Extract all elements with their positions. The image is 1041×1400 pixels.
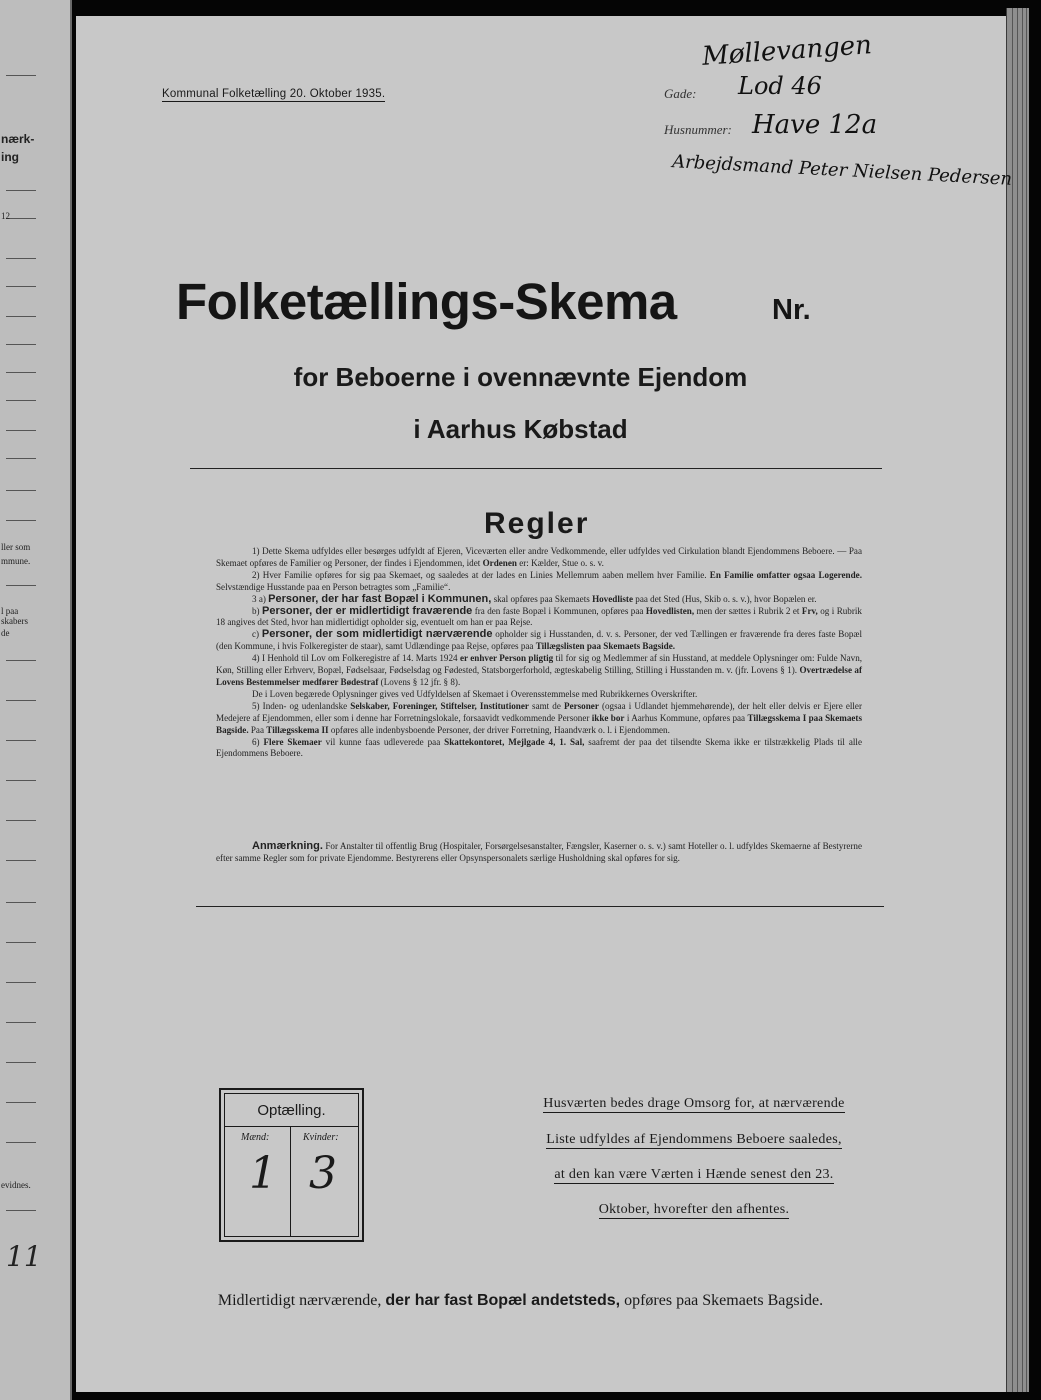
handwritten-lot: Lod 46 <box>738 72 822 100</box>
subtitle-line-2: i Aarhus Købstad <box>413 414 628 444</box>
notice-line: Liste udfyldes af Ejendommens Beboere saaledes, <box>546 1132 842 1147</box>
strip-text: ing <box>1 150 19 164</box>
strip-text: de <box>1 628 10 638</box>
gade-label: Gade: <box>664 86 697 101</box>
strip-text: skabers <box>1 616 28 626</box>
men-count: 1 <box>249 1148 277 1199</box>
strip-text: l paa <box>1 606 19 616</box>
strip-text: ller som <box>1 542 31 552</box>
page-stack-edge <box>1006 8 1029 1392</box>
census-header: Kommunal Folketælling 20. Oktober 1935. <box>162 88 386 100</box>
rule-3a: 3 a) Personer, der har fast Bopæl i Kommunen, skal opføres paa Skemaets Hovedliste paa det Sted (Hus, Skib o. s. v.), hvor Bopælen er. <box>252 592 817 605</box>
strip-text: evidnes. <box>1 1180 31 1190</box>
note-label: Anmærkning. <box>252 840 323 852</box>
rules-heading: Regler <box>484 507 590 540</box>
note-text: For Anstalter til offentlig Brug (Hospitaler, Forsørgelsesanstalter, Fængsler, Kaserner o. s. v.) samt Hoteller o. l. udfyldes Skemaerne af Bestyrerne efter samme Regler som for private Ejendomme. Bestyrerens eller Opsynspersonalets særlige Husholdning skal opføres for sig. <box>216 841 862 863</box>
strip-text: nærk- <box>1 132 35 146</box>
rule-1: 1) Dette Skema udfyldes eller besørges udfyldt af Ejeren, Viceværten eller andre Vedkommende, eller udfyldes ved Cirkulation blandt Ejendommens Beboere. — Paa Skemaet opføres de Familier og Personer, der findes i Ejendommen, idet Ordenen er: Kælder, Stue o. s. v. <box>216 546 862 568</box>
notice-line: Husværten bedes drage Omsorg for, at nærværende <box>543 1096 845 1111</box>
note-paragraph <box>216 840 862 864</box>
form-title: Folketællings-Skema <box>176 273 677 330</box>
rule-6: 6) Flere Skemaer vil kunne faas udleverede paa Skattekontoret, Mejlgade 4, 1. Sal, saafremt der paa det tilsendte Skema ikke er tilstrækkelig Plads til alle Ejendommens Beboere. <box>216 736 862 759</box>
women-label: Kvinder: <box>303 1132 339 1143</box>
left-page-strip <box>0 0 72 1400</box>
count-box-title: Optælling. <box>257 1102 326 1119</box>
form-number-label: Nr. <box>772 294 811 326</box>
handwritten-occupant: Arbejdsmand Peter Nielsen Pedersen <box>671 151 1013 190</box>
notice-line: Oktober, hvorefter den afhentes. <box>598 1202 790 1217</box>
divider <box>196 906 884 907</box>
husnummer-label: Husnummer: <box>664 122 732 137</box>
strip-text: mmune. <box>1 556 31 566</box>
rule-3c: c) Personer, der som midlertidigt nærværende opholder sig i Husstanden, d. v. s. Personer, der ved Tællingen er fraværende fra deres faste Bopæl (den Kommune, i hvis Folkeregister de staar), samt Udlændinge paa Rejse, opføres paa Tillægslisten paa Skemaets Bagside. <box>216 628 863 652</box>
handwritten-house-number: Have 12a <box>752 110 878 140</box>
strip-handwriting: 11 <box>6 1240 42 1273</box>
divider <box>190 468 882 469</box>
handwritten-street: Møllevangen <box>701 30 873 72</box>
rules-text <box>216 546 862 760</box>
rule-3b: b) Personer, der er midlertidigt fraværende fra den faste Bopæl i Kommunen, opføres paa Hovedlisten, men der sættes i Rubrik 2 et Frv, og i Rubrik 18 angives det Sted, hvor han midlertidigt opholder sig, eventuelt om han er paa Rejse. <box>216 604 862 628</box>
rule-4: 4) I Henhold til Lov om Folkeregistre af 14. Marts 1924 er enhver Person pligtig til for sig og Medlemmer af sin Husstand, at meddele Oplysninger om: Fulde Navn, Køn, Stilling eller Erhverv, Bopæl, Fødselsaar, Fødselsdag og Fødested, Statsborgerforhold, ægteskabelig Stilling, Stilling i Husstanden m. v. (jfr. Lovens § 1). Overtrædelse af Lovens Bestemmelser medfører Bødestraf (Lovens § 12 jfr. § 8). <box>216 653 863 687</box>
men-label: Mænd: <box>241 1132 270 1143</box>
footer-note: Midlertidigt nærværende, der har fast Bopæl andetsteds, opføres paa Skemaets Bagside. <box>217 1292 824 1309</box>
rule-4b: De i Loven begærede Oplysninger gives ved Udfyldelsen af Skemaet i Overensstemmelse med Rubrikkernes Overskrifter. <box>252 688 698 699</box>
rule-5: 5) Inden- og udenlandske Selskaber, Foreninger, Stiftelser, Institutioner samt de Personer (ogsaa i Udlandet hjemmehørende), der helt eller delvis er Ejere eller Medejere af Ejendommen, eller som i denne har Forretningslokale, forsaavidt vedkommende Personer ikke bor i Aarhus Kommune, opføres paa Tillægsskema I paa Skemaets Bagside. Paa Tillægsskema II opføres alle indenbysboende Personer, der driver Forretning, Haandværk o. l. i Ejendommen. <box>216 700 862 735</box>
strip-text: 12 <box>1 211 10 221</box>
notice-line: at den kan være Værten i Hænde senest den 23. <box>554 1167 834 1182</box>
women-count: 3 <box>309 1148 337 1199</box>
rule-2: 2) Hver Familie opføres for sig paa Skemaet, og saaledes at der lades en Linies Mellemrum aaben mellem hver Familie. En Familie omfatter ogsaa Logerende. Selvstændige Husstande paa en Person betragtes som „Familie“. <box>216 569 862 592</box>
count-box-rule <box>225 1126 358 1127</box>
subtitle-line-1: for Beboerne i ovennævnte Ejendom <box>293 362 748 392</box>
